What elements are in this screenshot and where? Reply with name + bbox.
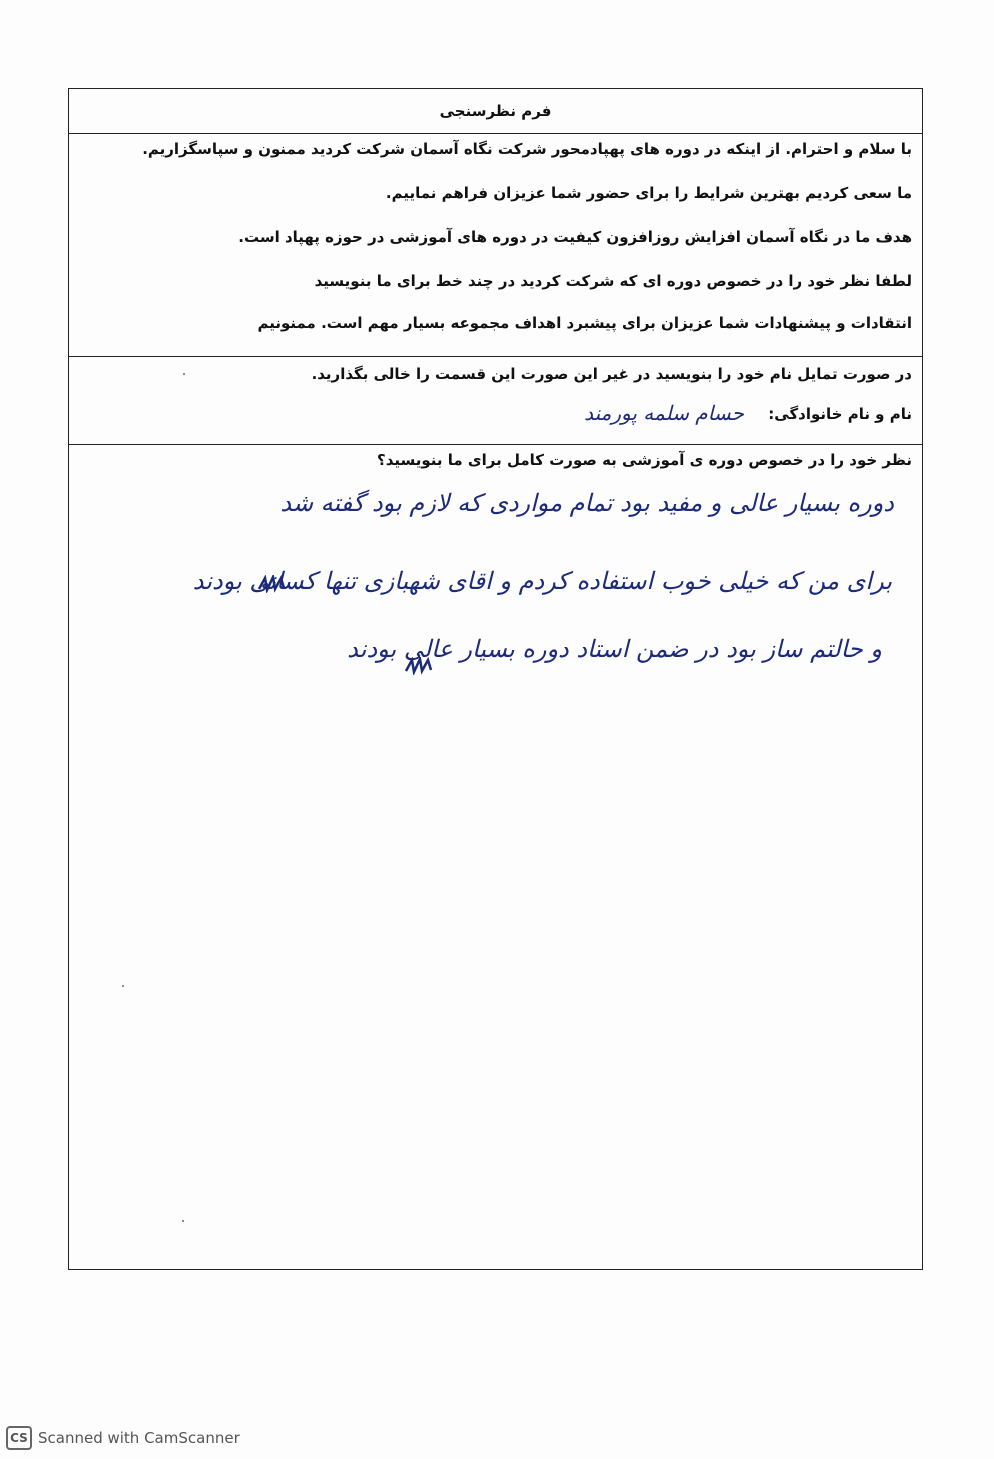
intro-line: با سلام و احترام. از اینکه در دوره های پهپادمحور شرکت نگاه آسمان شرکت کردید ممنون و سپاسگزاریم.	[142, 140, 912, 158]
survey-form	[68, 88, 923, 1270]
intro-line: هدف ما در نگاه آسمان افزایش روزافزون کیفیت در دوره های آموزشی در حوزه پهپاد است.	[238, 228, 912, 246]
scan-speck	[183, 373, 185, 375]
form-title: فرم نظرسنجی	[439, 102, 552, 120]
opinion-handwritten-line[interactable]: برای من که خیلی خوب استفاده کردم و اقای شهبازی تنها کسانی بودند	[192, 567, 892, 595]
scan-speck	[122, 985, 124, 987]
scan-speck	[182, 1220, 184, 1222]
intro-line: لطفا نظر خود را در خصوص دوره ای که شرکت کردید در چند خط برای ما بنویسید	[314, 272, 912, 290]
intro-line: ما سعی کردیم بهترین شرایط را برای حضور شما عزیزان فراهم نماییم.	[385, 184, 912, 202]
watermark-text: Scanned with CamScanner	[38, 1429, 240, 1447]
ink-scribble	[404, 657, 434, 675]
name-label: نام و نام خانوادگی:	[768, 405, 912, 423]
opinion-handwritten-line[interactable]: و حالتم ساز بود در ضمن استاد دوره بسیار عالی بودند	[347, 635, 882, 663]
name-section	[69, 357, 922, 445]
opinion-prompt: نظر خود را در خصوص دوره ی آموزشی به صورت کامل برای ما بنویسید؟	[377, 451, 912, 469]
scanner-watermark	[6, 1425, 240, 1451]
name-handwritten-value[interactable]: حسام سلمه پورمند	[584, 401, 744, 425]
ink-scribble	[257, 575, 287, 593]
name-instruction: در صورت تمایل نام خود را بنویسید در غیر این صورت این قسمت را خالی بگذارید.	[311, 365, 912, 383]
camscanner-logo-icon: CS	[6, 1426, 32, 1450]
intro-line: انتقادات و پیشنهادات شما عزیزان برای پیشبرد اهداف مجموعه بسیار مهم است. ممنونیم	[257, 314, 912, 332]
opinion-handwritten-line[interactable]: دوره بسیار عالی و مفید بود تمام مواردی که لازم بود گفته شد	[280, 489, 894, 517]
opinion-section	[69, 445, 922, 1269]
title-row	[69, 89, 922, 134]
intro-section	[69, 134, 922, 357]
